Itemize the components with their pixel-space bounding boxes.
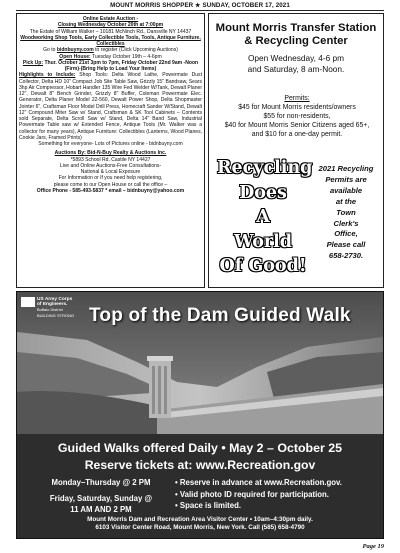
header-divider [16, 10, 384, 11]
open-house-label: Open House: [59, 53, 91, 60]
dam-title: Top of the Dam Guided Walk [89, 305, 351, 326]
permit-resident: $45 for Mount Morris residents/owners [238, 104, 356, 111]
schedule-weekend: Friday, Saturday, Sunday @ [49, 493, 153, 503]
auction-office: Office Phone - 585-493-5837 * email – bidnbuyny@yahoo.com [36, 187, 185, 194]
auction-live: Live and Online Auctions-Free Consultations- [59, 162, 162, 169]
register-link[interactable]: bidnbuyny.com [56, 47, 94, 54]
highlights-text: Shop Tools: Delta Wood Lathe, Powermate Dust Collector, Delta HD 10" Compact Job Site Table Saw, Grizzly 15" Bandsaw, Sears 3hp Air Compressor, Hobart Handler 135 Wire Fed Welder W/Tank, Dewalt Planer 12", Dewalt 8" Bench Grinder, Grizzly 8" Buffer, Coleman Powermate Elec. Generator, Delta Planer Model 22-560, Dewalt Power Shop, Delta Shopmaster Jointer 6", Craftsman Floor Model Drill Press, Homecraft Sander W/Stand, Dewalt 12" Compound Miter Saw w/ Stand, Craftsman & SK Tool Cabinets – Contents sold Separate, Delta Scroll Saw w/ Stand, Delta 14" Band Saw, Industrial Powermate Table saw w/ Extended Fence, Antique Tools (Mr. Walker was a collector for many years), Antique Furniture: Collectibles (Lanterns, Wood Planes, Cookie Jars, Framed Prints) [19, 72, 202, 141]
dam-requirements [175, 477, 380, 512]
slogan-line: A [256, 207, 270, 227]
note-line: Please call [326, 240, 366, 250]
transfer-station-ad [208, 13, 384, 288]
requirement-item: • Valid photo ID required for participation. [175, 489, 380, 501]
open-house-text: Tuesday October 19th – 4-6pm [90, 53, 162, 60]
corps-castle-icon [21, 297, 35, 307]
note-line: 2021 Recycling [318, 164, 374, 173]
page-header: MOUNT MORRIS SHOPPER ★ SUNDAY, OCTOBER 17, 2021 [110, 2, 290, 9]
dam-walk-dates: Guided Walks offered Daily • May 2 – October 25 [57, 441, 343, 455]
note-line: Permits are [325, 174, 367, 184]
highlights-label: Highlights to Include: [19, 72, 76, 79]
transfer-title-line1: Mount Morris Transfer Station [215, 22, 377, 34]
dam-reserve: Reserve tickets at: www.Recreation.gov [84, 458, 316, 472]
auction-address: *5893 School Rd. Castile NY 14427 [70, 156, 151, 163]
auction-highlights [19, 72, 202, 141]
permit-senior: $40 for Mount Morris Senior Citizens aged 65+, [224, 122, 370, 129]
slogan-line: Of Good! [219, 256, 307, 276]
page-number: Page 19 [362, 543, 384, 550]
auction-category: Woodworking Shop Tools, Early Collectible Tools, Tools, Antique Furniture, Collectibles [20, 34, 201, 47]
requirement-item: • Space is limited. [175, 500, 380, 512]
note-line: at the [335, 196, 357, 206]
auction-estate: The Estate of William Walker – 10181 McNinch Rd., Dansville NY 14437 [29, 28, 192, 35]
auction-title: Online Estate Auction - [82, 16, 139, 22]
register-pre: Go to [43, 47, 57, 54]
pickup-label: Pick Up: [22, 59, 44, 66]
slogan-line: Recycling [217, 158, 313, 178]
pickup-text: Thur. October 21st 3pm to 7pm, Friday October 22nd 9am -Noon (Firm)-(Bring Help to Load Your Items) [43, 59, 199, 72]
slogan-line: Does [239, 182, 287, 203]
visitor-center-hours: Mount Morris Dam and Recreation Area Visitor Center • 10am–4:30pm daily. [87, 516, 313, 523]
corps-line4: BUILDING STRONG [37, 312, 75, 318]
recycling-permits-note [311, 164, 381, 262]
schedule-weekday: Monday–Thursday @ 2 PM [51, 478, 151, 487]
auction-company: Auctions By: Bid-N-Buy Realty & Auctions Inc. [54, 150, 167, 157]
transfer-title-line2: & Recycling Center [244, 35, 348, 47]
corps-line1: US Army Corps [37, 297, 73, 302]
corps-logo-text [37, 297, 74, 318]
note-line: Office, [334, 229, 358, 239]
slogan-line: World [233, 231, 292, 252]
transfer-title [209, 22, 383, 48]
auction-contact: please come to our Open House or call the office – [53, 181, 168, 188]
note-line: available [329, 185, 363, 195]
permit-nonresident: $55 for non-residents, [263, 113, 331, 120]
permit-oneday: and $10 for a one-day permit. [251, 131, 343, 138]
dam-schedule [31, 477, 171, 516]
corps-line3: Buffalo District [37, 307, 63, 313]
auction-exposure: National & Local Exposure [80, 169, 141, 175]
auction-pickup [19, 60, 202, 73]
requirement-item: • Reserve in advance at www.Recreation.gov. [175, 477, 380, 489]
transfer-hours-line2: and Saturday, 8 am-Noon. [247, 63, 345, 74]
auction-something: Something for everyone- Lots of Pictures online - bidnbuyny.com [38, 141, 183, 147]
note-line: Clerk's [333, 218, 359, 228]
transfer-hours [209, 53, 383, 74]
dam-walk-ad [16, 291, 384, 539]
note-line: Town [336, 207, 356, 217]
auction-closing: Closing Wednesday October 20th at 7:00pm [57, 22, 164, 29]
note-line: 658-2730. [328, 251, 364, 261]
permits-label: Permits: [284, 95, 310, 102]
auction-ad [16, 13, 205, 288]
dam-visitor-center [17, 516, 383, 533]
corps-line2: of Engineers. [37, 302, 68, 308]
auction-info: For Information or If you need help registering, [58, 175, 163, 182]
register-post: to register (Click Upcoming Auctions) [93, 47, 178, 54]
visitor-center-address: 6103 Visitor Center Road, Mount Morris, New York. Call (585) 658-4790 [95, 524, 305, 532]
transfer-hours-line1: Open Wednesday, 4-6 pm [247, 53, 345, 63]
transfer-permits [213, 94, 381, 139]
dam-info-panel [17, 434, 383, 538]
schedule-weekend-times: 11 AM AND 2 PM [70, 505, 132, 514]
recycling-slogan [217, 156, 313, 279]
